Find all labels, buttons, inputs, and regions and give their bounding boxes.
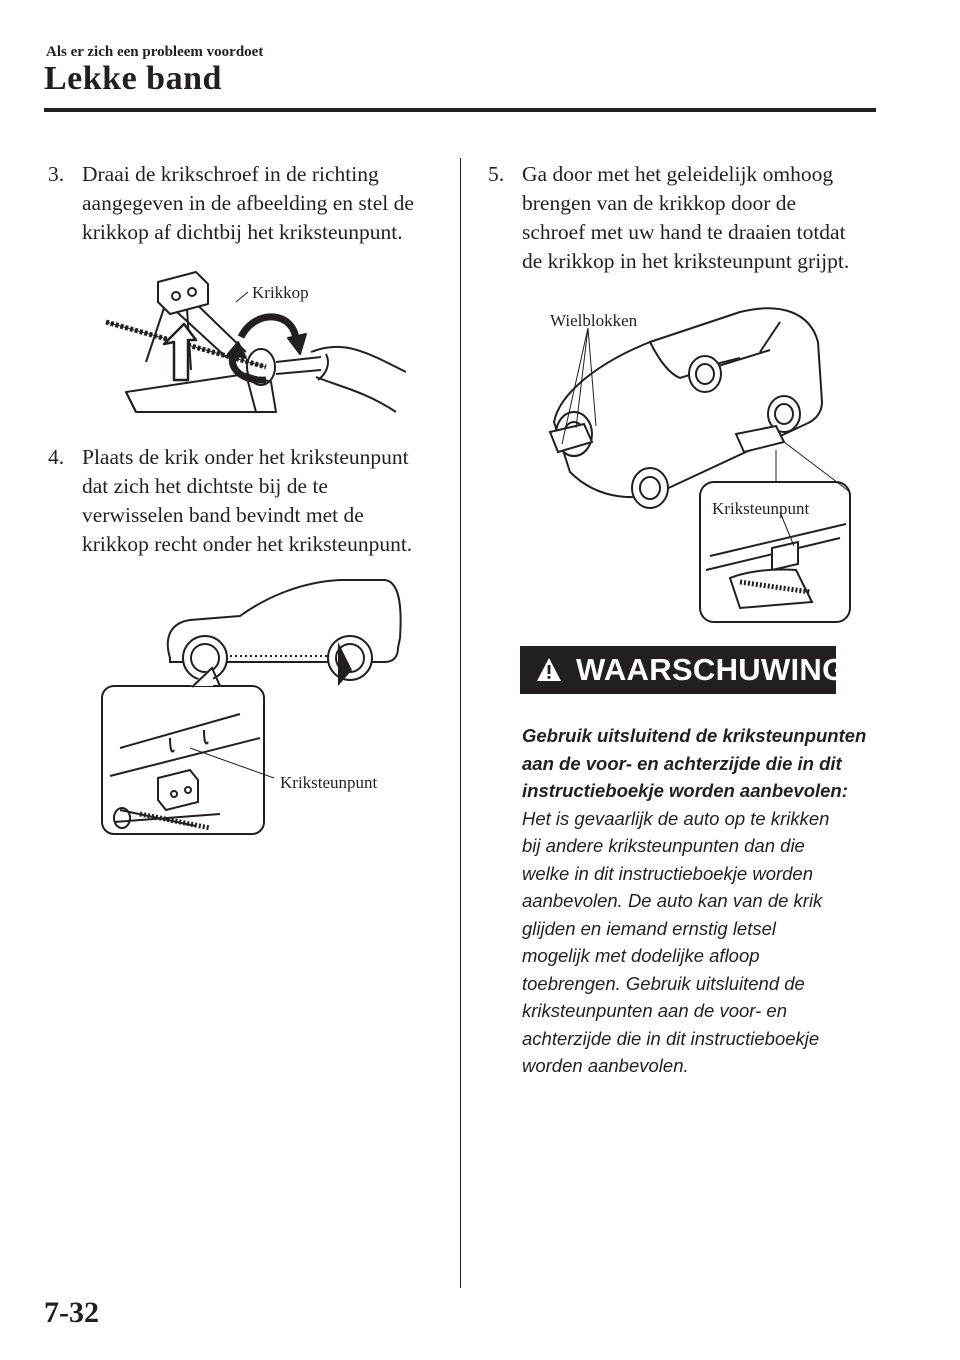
- header-rule: [44, 108, 876, 112]
- car-top-label: Kriksteunpunt: [712, 499, 810, 518]
- warning-body-line: aanbevolen. De auto kan van de krik: [522, 890, 823, 911]
- jack-label: Krikkop: [252, 283, 309, 302]
- section-label: Als er zich een probleem voordoet: [46, 44, 264, 60]
- warning-body-line: achterzijde die in dit instructieboekje: [522, 1027, 820, 1049]
- step-text-line: Draai de krikschroef in de richting: [82, 162, 379, 186]
- warning-icon: [536, 657, 562, 683]
- warning-banner: [520, 646, 847, 694]
- warning-text: [522, 722, 882, 1080]
- step-3: [48, 160, 448, 247]
- car-chocks-illustration: [540, 302, 860, 624]
- page-title: Lekke band: [44, 60, 222, 97]
- warning-body-line: Het is gevaarlijk de auto op te krikken: [522, 807, 830, 829]
- warning-bold-line: aan de voor- en achterzijde die in dit: [522, 752, 842, 774]
- step-number: 3.: [48, 162, 65, 186]
- step-4: [48, 443, 448, 559]
- step-text-line: de krikkop in het kriksteunpunt grijpt.: [522, 249, 850, 273]
- step-number: 4.: [48, 445, 65, 469]
- car-side-label: Kriksteunpunt: [280, 773, 378, 792]
- step-number: 5.: [488, 162, 505, 186]
- warning-body-line: glijden en iemand ernstig letsel: [522, 917, 777, 939]
- step-text-line: Ga door met het geleidelijk omhoog: [522, 162, 834, 186]
- warning-body-line: toebrengen. Gebruik uitsluitend de: [522, 972, 805, 994]
- page-number: 7-32: [44, 1296, 99, 1329]
- warning-bold-line: Gebruik uitsluitend de kriksteunpunten: [522, 725, 867, 746]
- warning-body-line: bij andere kriksteunpunten dan die: [522, 835, 805, 856]
- step-text-line: verwisselen band bevindt met de: [82, 503, 364, 527]
- step-text-line: brengen van de krikkop door de: [522, 191, 797, 215]
- step-text-line: dat zich het dichtste bij de te: [82, 474, 328, 498]
- chocks-label: Wielblokken: [550, 311, 638, 330]
- step-text-line: krikkop recht onder het kriksteunpunt.: [82, 532, 413, 556]
- step-text-line: aangegeven in de afbeelding en stel de: [82, 191, 414, 215]
- warning-bold-line: instructieboekje worden aanbevolen:: [522, 780, 848, 801]
- step-text-line: Plaats de krik onder het kriksteunpunt: [82, 445, 409, 469]
- step-text-line: krikkop af dichtbij het kriksteunpunt.: [82, 220, 403, 244]
- car-side-illustration: [100, 578, 420, 836]
- column-divider: [460, 158, 461, 1288]
- warning-body-line: worden aanbevolen.: [522, 1055, 689, 1076]
- step-5: [488, 160, 888, 276]
- step-text-line: schroef met uw hand te draaien totdat: [522, 220, 846, 244]
- warning-body-line: mogelijk met dodelijke afloop: [522, 945, 760, 966]
- jack-illustration: [96, 262, 416, 422]
- warning-title: WAARSCHUWING: [576, 652, 847, 687]
- warning-body-line: kriksteunpunten aan de voor- en: [522, 1000, 788, 1021]
- warning-body-line: welke in dit instructieboekje worden: [522, 862, 814, 884]
